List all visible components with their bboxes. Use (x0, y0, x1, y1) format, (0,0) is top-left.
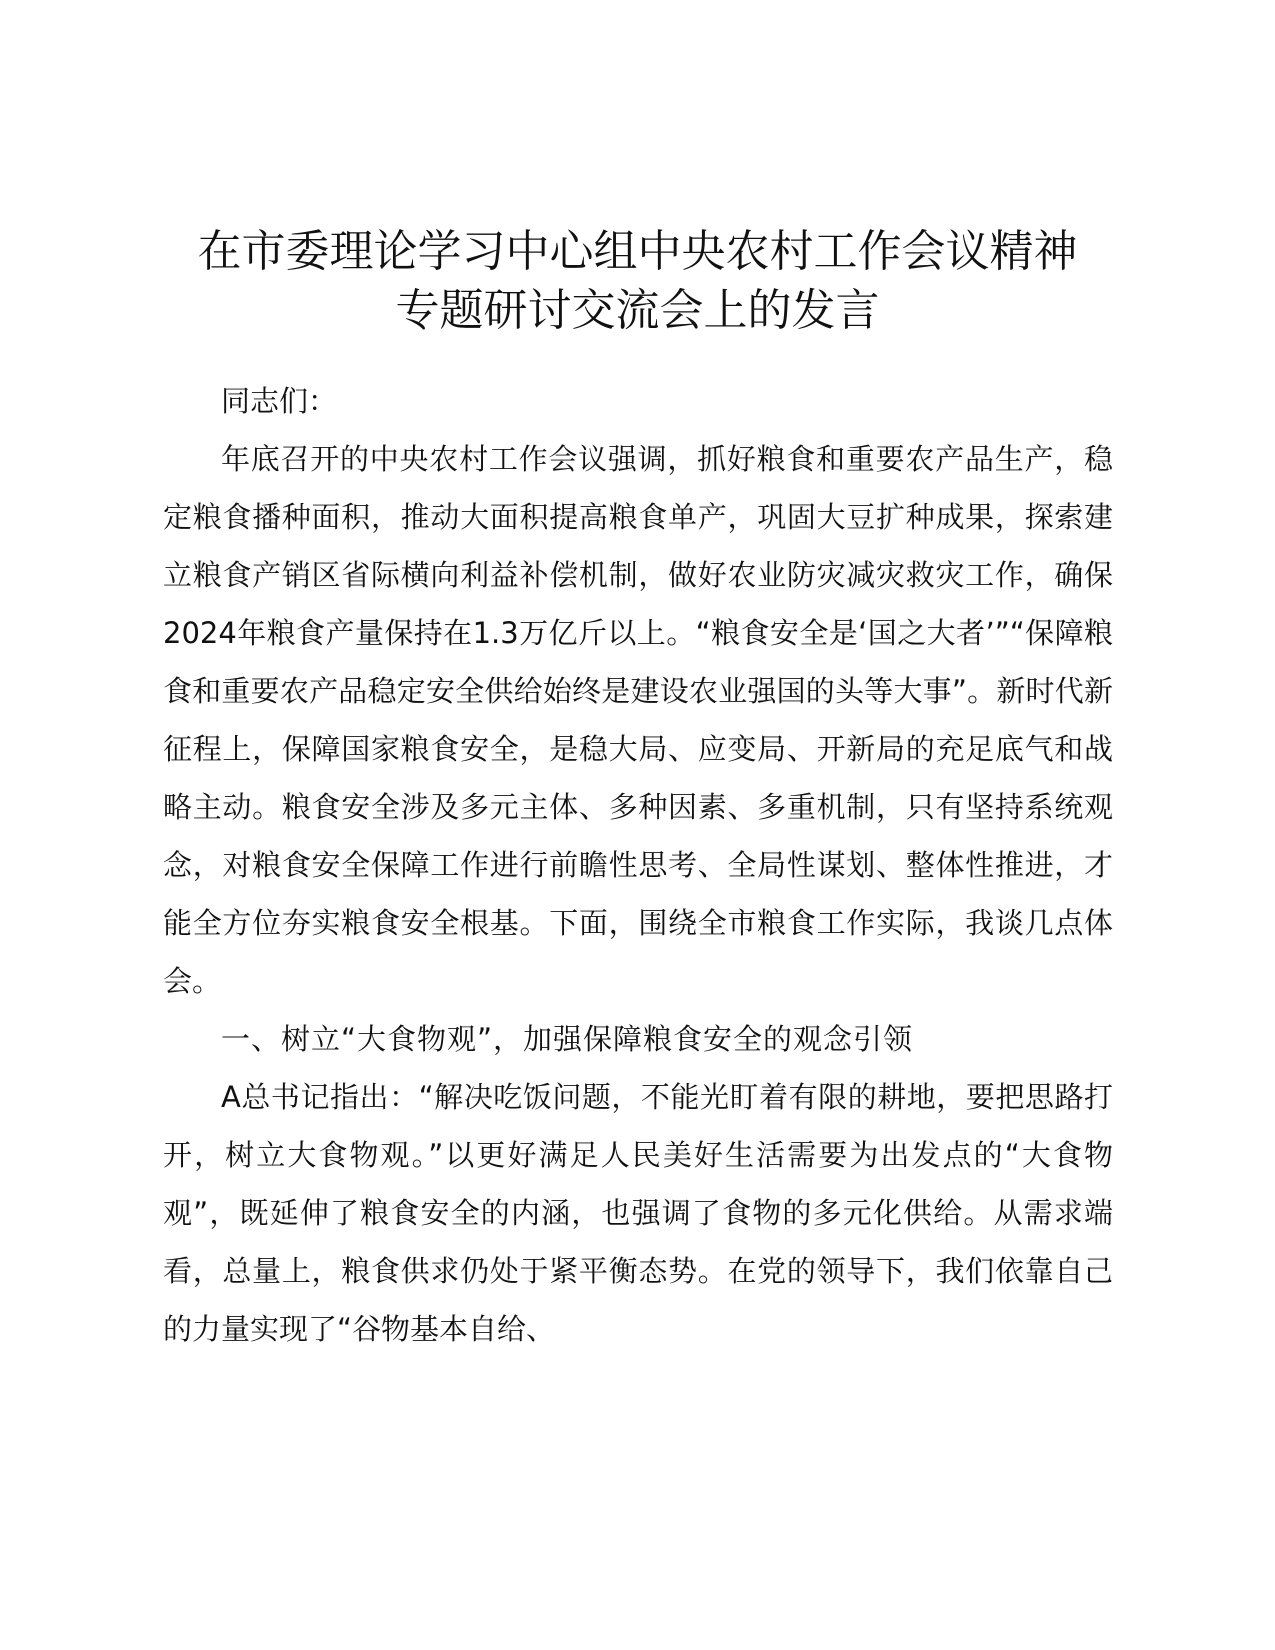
title-line-1: 在市委理论学习中心组中央农村工作会议精神 (197, 226, 1078, 277)
document-body (163, 372, 1113, 1358)
title-line-2: 专题研讨交流会上的发言 (395, 285, 880, 336)
paragraph-intro: 年底召开的中央农村工作会议强调，抓好粮食和重要农产品生产，稳定粮食播种面积，推动大面积提高粮食单产，巩固大豆扩种成果，探索建立粮食产销区省际横向利益补偿机制，做好农业防灾减灾救灾工作，确保2024年粮食产量保持在1.3万亿斤以上。“粮食安全是‘国之大者’”“保障粮食和重要农产品稳定安全供给始终是建设农业强国的头等大事”。新时代新征程上，保障国家粮食安全，是稳大局、应变局、开新局的充足底气和战略主动。粮食安全涉及多元主体、多种因素、多重机制，只有坚持系统观念，对粮食安全保障工作进行前瞻性思考、全局性谋划、整体性推进，才能全方位夯实粮食安全根基。下面，围绕全市粮食工作实际，我谈几点体会。 (163, 442, 1113, 998)
salutation: 同志们： (221, 384, 338, 418)
paragraph-section-1: A总书记指出：“解决吃饭问题，不能光盯着有限的耕地，要把思路打开，树立大食物观。”以更好满足人民美好生活需要为出发点的“大食物观”，既延伸了粮食安全的内涵，也强调了食物的多元化供给。从需求端看，总量上，粮食供求仍处于紧平衡态势。在党的领导下，我们依靠自己的力量实现了“谷物基本自给、 (163, 1080, 1113, 1346)
document-title (150, 222, 1125, 340)
section-heading-1: 一、树立“大食物观”，加强保障粮食安全的观念引领 (221, 1022, 914, 1056)
